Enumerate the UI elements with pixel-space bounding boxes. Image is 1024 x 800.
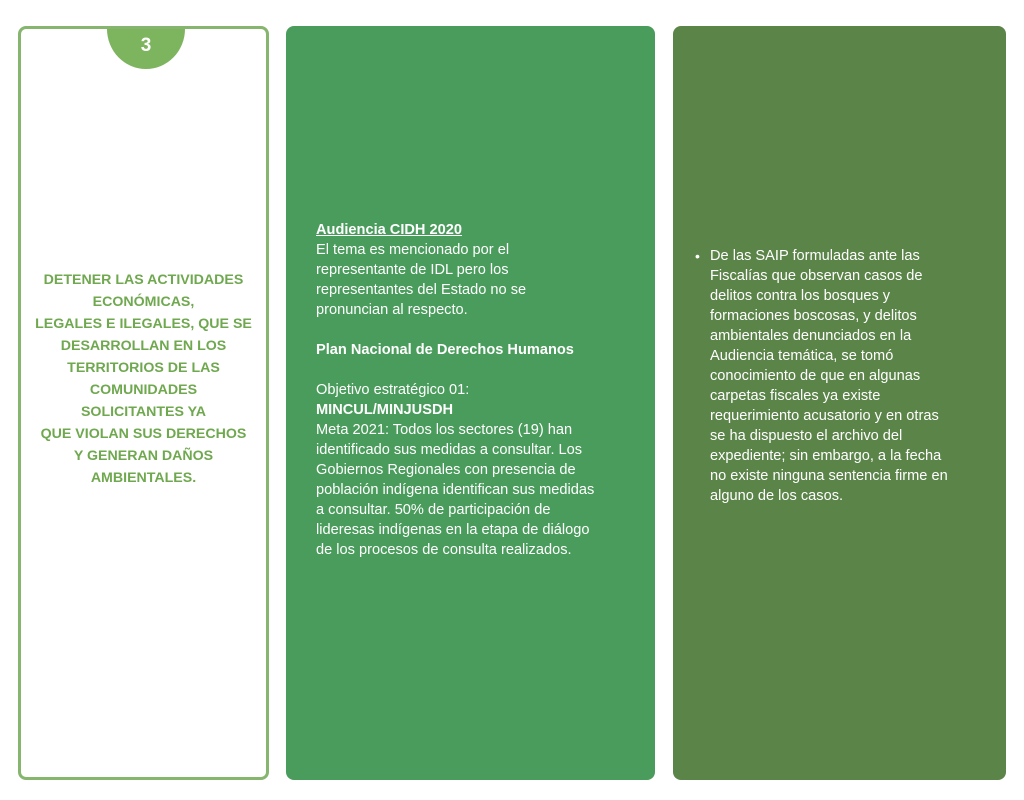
right-line: delitos contra los bosques y (710, 288, 891, 304)
right-line: ambientales denunciados en la (710, 328, 912, 344)
left-line: DESARROLLAN EN LOS (60, 338, 227, 354)
left-card (18, 26, 269, 780)
right-line: no existe ninguna sentencia firme en (710, 468, 948, 484)
audiencia-line: representantes del Estado no se (316, 282, 527, 298)
left-line: AMBIENTALES. (90, 470, 197, 486)
left-line: COMUNIDADES (89, 382, 198, 398)
left-line: ECONÓMICAS, (92, 294, 195, 310)
right-line: requerimiento acusatorio y en otras (710, 408, 939, 424)
audiencia-title: Audiencia CIDH 2020 (316, 222, 462, 238)
meta-line: Meta 2021: Todos los sectores (19) han (316, 422, 573, 438)
right-line: formaciones boscosas, y delitos (710, 308, 917, 324)
number-badge-label: 3 (140, 35, 152, 56)
right-line: De las SAIP formuladas ante las (710, 248, 920, 264)
right-card (673, 26, 1006, 780)
plan-title: Plan Nacional de Derechos Humanos (316, 342, 574, 358)
left-line: LEGALES E ILEGALES, QUE SE (35, 316, 252, 332)
audiencia-line: pronuncian al respecto. (316, 302, 468, 318)
bullet-icon: • (695, 248, 700, 264)
audiencia-line: El tema es mencionado por el (316, 242, 510, 258)
left-line: SOLICITANTES YA (80, 404, 207, 420)
objetivo-label: Objetivo estratégico 01: (316, 382, 470, 398)
middle-card (286, 26, 655, 780)
meta-line: de los procesos de consulta realizados. (316, 542, 572, 558)
spacer (316, 360, 636, 380)
right-line: se ha dispuesto el archivo del (710, 428, 903, 444)
audiencia-line: representante de IDL pero los (316, 262, 509, 278)
right-line: Audiencia temática, se tomó (710, 348, 894, 364)
right-line: carpetas fiscales ya existe (710, 388, 881, 404)
left-line: Y GENERAN DAÑOS (73, 448, 214, 464)
meta-line: lideresas indígenas en la etapa de diálogo (316, 522, 590, 538)
middle-card-content (316, 220, 636, 560)
spacer (316, 320, 636, 340)
meta-line: población indígena identifican sus medidas (316, 482, 595, 498)
right-line: alguno de los casos. (710, 488, 844, 504)
left-line: TERRITORIOS DE LAS (67, 360, 220, 376)
meta-line: identificado sus medidas a consultar. Los (316, 442, 583, 458)
left-card-heading (21, 269, 266, 489)
right-bullet-text (710, 246, 985, 506)
right-card-content (695, 246, 985, 506)
right-line: Fiscalías que observan casos de (710, 268, 923, 284)
meta-line: Gobiernos Regionales con presencia de (316, 462, 576, 478)
left-line: DETENER LAS ACTIVIDADES (43, 272, 244, 288)
right-line: conocimiento de que en algunas (710, 368, 921, 384)
right-line: expediente; sin embargo, a la fecha (710, 448, 942, 464)
objetivo-value: MINCUL/MINJUSDH (316, 402, 454, 418)
left-line: QUE VIOLAN SUS DERECHOS (40, 426, 247, 442)
number-badge (107, 26, 185, 69)
meta-line: a consultar. 50% de participación de (316, 502, 551, 518)
